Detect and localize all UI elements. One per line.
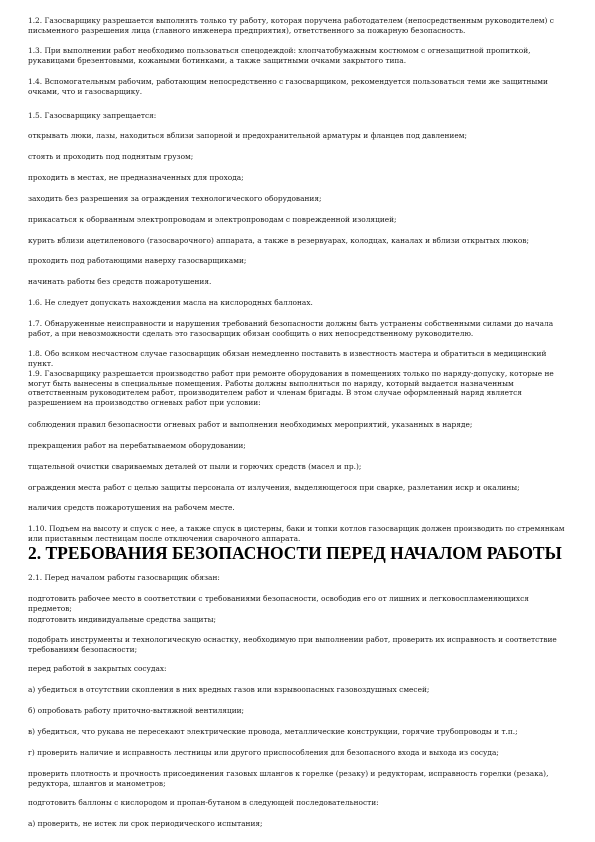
list-item: г) проверить наличие и исправность лестницы или другого приспособления для безопасного входа и выхода из сосуда;	[28, 748, 499, 757]
list-item: прекращения работ на перебатываемом оборудовании;	[28, 441, 246, 450]
list-item: в) убедиться, что рукава не пересекают электрические провода, металлические конструкции, горячие трубопроводы и т.п.;	[28, 727, 518, 736]
list-item: проходить под работающими наверху газосварщиками;	[28, 256, 247, 265]
list-item: прикасаться к оборванным электропроводам и электропроводам с поврежденной изоляцией;	[28, 215, 397, 224]
list-item: проверить плотность и прочность присоединения газовых шлангов к горелке (резаку) и редукторам, исправность горелки (резака), редуктора, шлангов и манометров;	[28, 769, 549, 788]
list-item: б) опробовать работу приточно-вытяжной вентиляции;	[28, 706, 245, 715]
list-item: стоять и проходить под поднятым грузом;	[28, 152, 194, 161]
paragraph-1-2: 1.2. Газосварщику разрешается выполнять только ту работу, которая поручена работодателем (непосредственным руководителем) с письменного разрешения лица (главного инженера предприятия), ответственного за пожарную безопасность.	[28, 16, 554, 35]
list-item: ограждения места работ с целью защиты персонала от излучения, выделяющегося при сварке, разлетания искр и окалины;	[28, 483, 520, 492]
list-item: курить вблизи ацетиленового (газосварочного) аппарата, а также в резервуарах, колодцах, каналах и вблизи открытых люков;	[28, 236, 529, 245]
list-item: тщательной очистки свариваемых деталей от пыли и горючих средств (масел и пр.);	[28, 462, 362, 471]
paragraph-1-6: 1.6. Не следует допускать нахождения масла на кислородных баллонах.	[28, 298, 313, 307]
list-item: соблюдения правил безопасности огневых работ и выполнения необходимых мероприятий, указанных в наряде;	[28, 420, 473, 429]
list-item: открывать люки, лазы, находиться вблизи запорной и предохранительной арматуры и фланцев под давлением;	[28, 131, 467, 140]
list-item: наличия средств пожаротушения на рабочем месте.	[28, 503, 235, 512]
list-item: заходить без разрешения за ограждения технологического оборудования;	[28, 194, 322, 203]
list-item: подготовить индивидуальные средства защиты;	[28, 615, 216, 624]
paragraph-1-5: 1.5. Газосварщику запрещается:	[28, 111, 157, 120]
paragraph-1-10: 1.10. Подъем на высоту и спуск с нее, а также спуск в цистерны, баки и топки котлов газосварщик должен производить по стремянкам или приставным лестницам после отключения сварочного аппарата.	[28, 524, 565, 543]
list-item: начинать работы без средств пожаротушения.	[28, 277, 212, 286]
list-item: подобрать инструменты и технологическую оснастку, необходимую при выполнении работ, проверить их исправность и соответствие требованиям безопасности;	[28, 635, 557, 654]
list-item: а) проверить, не истек ли срок периодического испытания;	[28, 819, 263, 828]
list-item: подготовить рабочее место в соответствии с требованиями безопасности, освободив его от лишних и легковоспламеняющихся предметов;	[28, 594, 529, 613]
paragraph-2-1: 2.1. Перед началом работы газосварщик обязан:	[28, 573, 220, 582]
list-item: перед работой в закрытых сосудах:	[28, 664, 167, 673]
paragraph-1-3: 1.3. При выполнении работ необходимо пользоваться спецодеждой: хлопчатобумажным костюмом с огнезащитной пропиткой, рукавицами брезентовыми, кожаными ботинками, а также защитными очками закрытого типа.	[28, 46, 531, 65]
list-item: подготовить баллоны с кислородом и пропан-бутаном в следующей последовательности:	[28, 798, 379, 807]
paragraph-1-8: 1.8. Обо всяком несчастном случае газосварщик обязан немедленно поставить в известность мастера и обратиться в медицинский пункт.	[28, 349, 547, 368]
list-item: а) убедиться в отсутствии скопления в них вредных газов или взрывоопасных газовоздушных смесей;	[28, 685, 430, 694]
paragraph-1-4: 1.4. Вспомогательным рабочим, работающим непосредственно с газосварщиком, рекомендуется пользоваться теми же защитными очками, что и газосварщику.	[28, 77, 548, 96]
paragraph-1-9: 1.9. Газосварщику разрешается производство работ при ремонте оборудования в помещениях только по наряду-допуску, которые не могут быть вынесены в специальные помещения. Работы должны выполняться по наряду, который выдается назначенным ответственным руководителем работ, производителем работ и членам бригады. В этом случае оформленный наряд является разрешением на производство огневых работ при условии:	[28, 369, 554, 407]
section-heading: 2. ТРЕБОВАНИЯ БЕЗОПАСНОСТИ ПЕРЕД НАЧАЛОМ РАБОТЫ	[28, 543, 562, 563]
list-item: проходить в местах, не предназначенных для прохода;	[28, 173, 244, 182]
paragraph-1-7: 1.7. Обнаруженные неисправности и нарушения требований безопасности должны быть устранены собственными силами до начала работ, а при невозможности сделать это газосварщик обязан сообщить о них непосредственному руководителю.	[28, 319, 554, 338]
